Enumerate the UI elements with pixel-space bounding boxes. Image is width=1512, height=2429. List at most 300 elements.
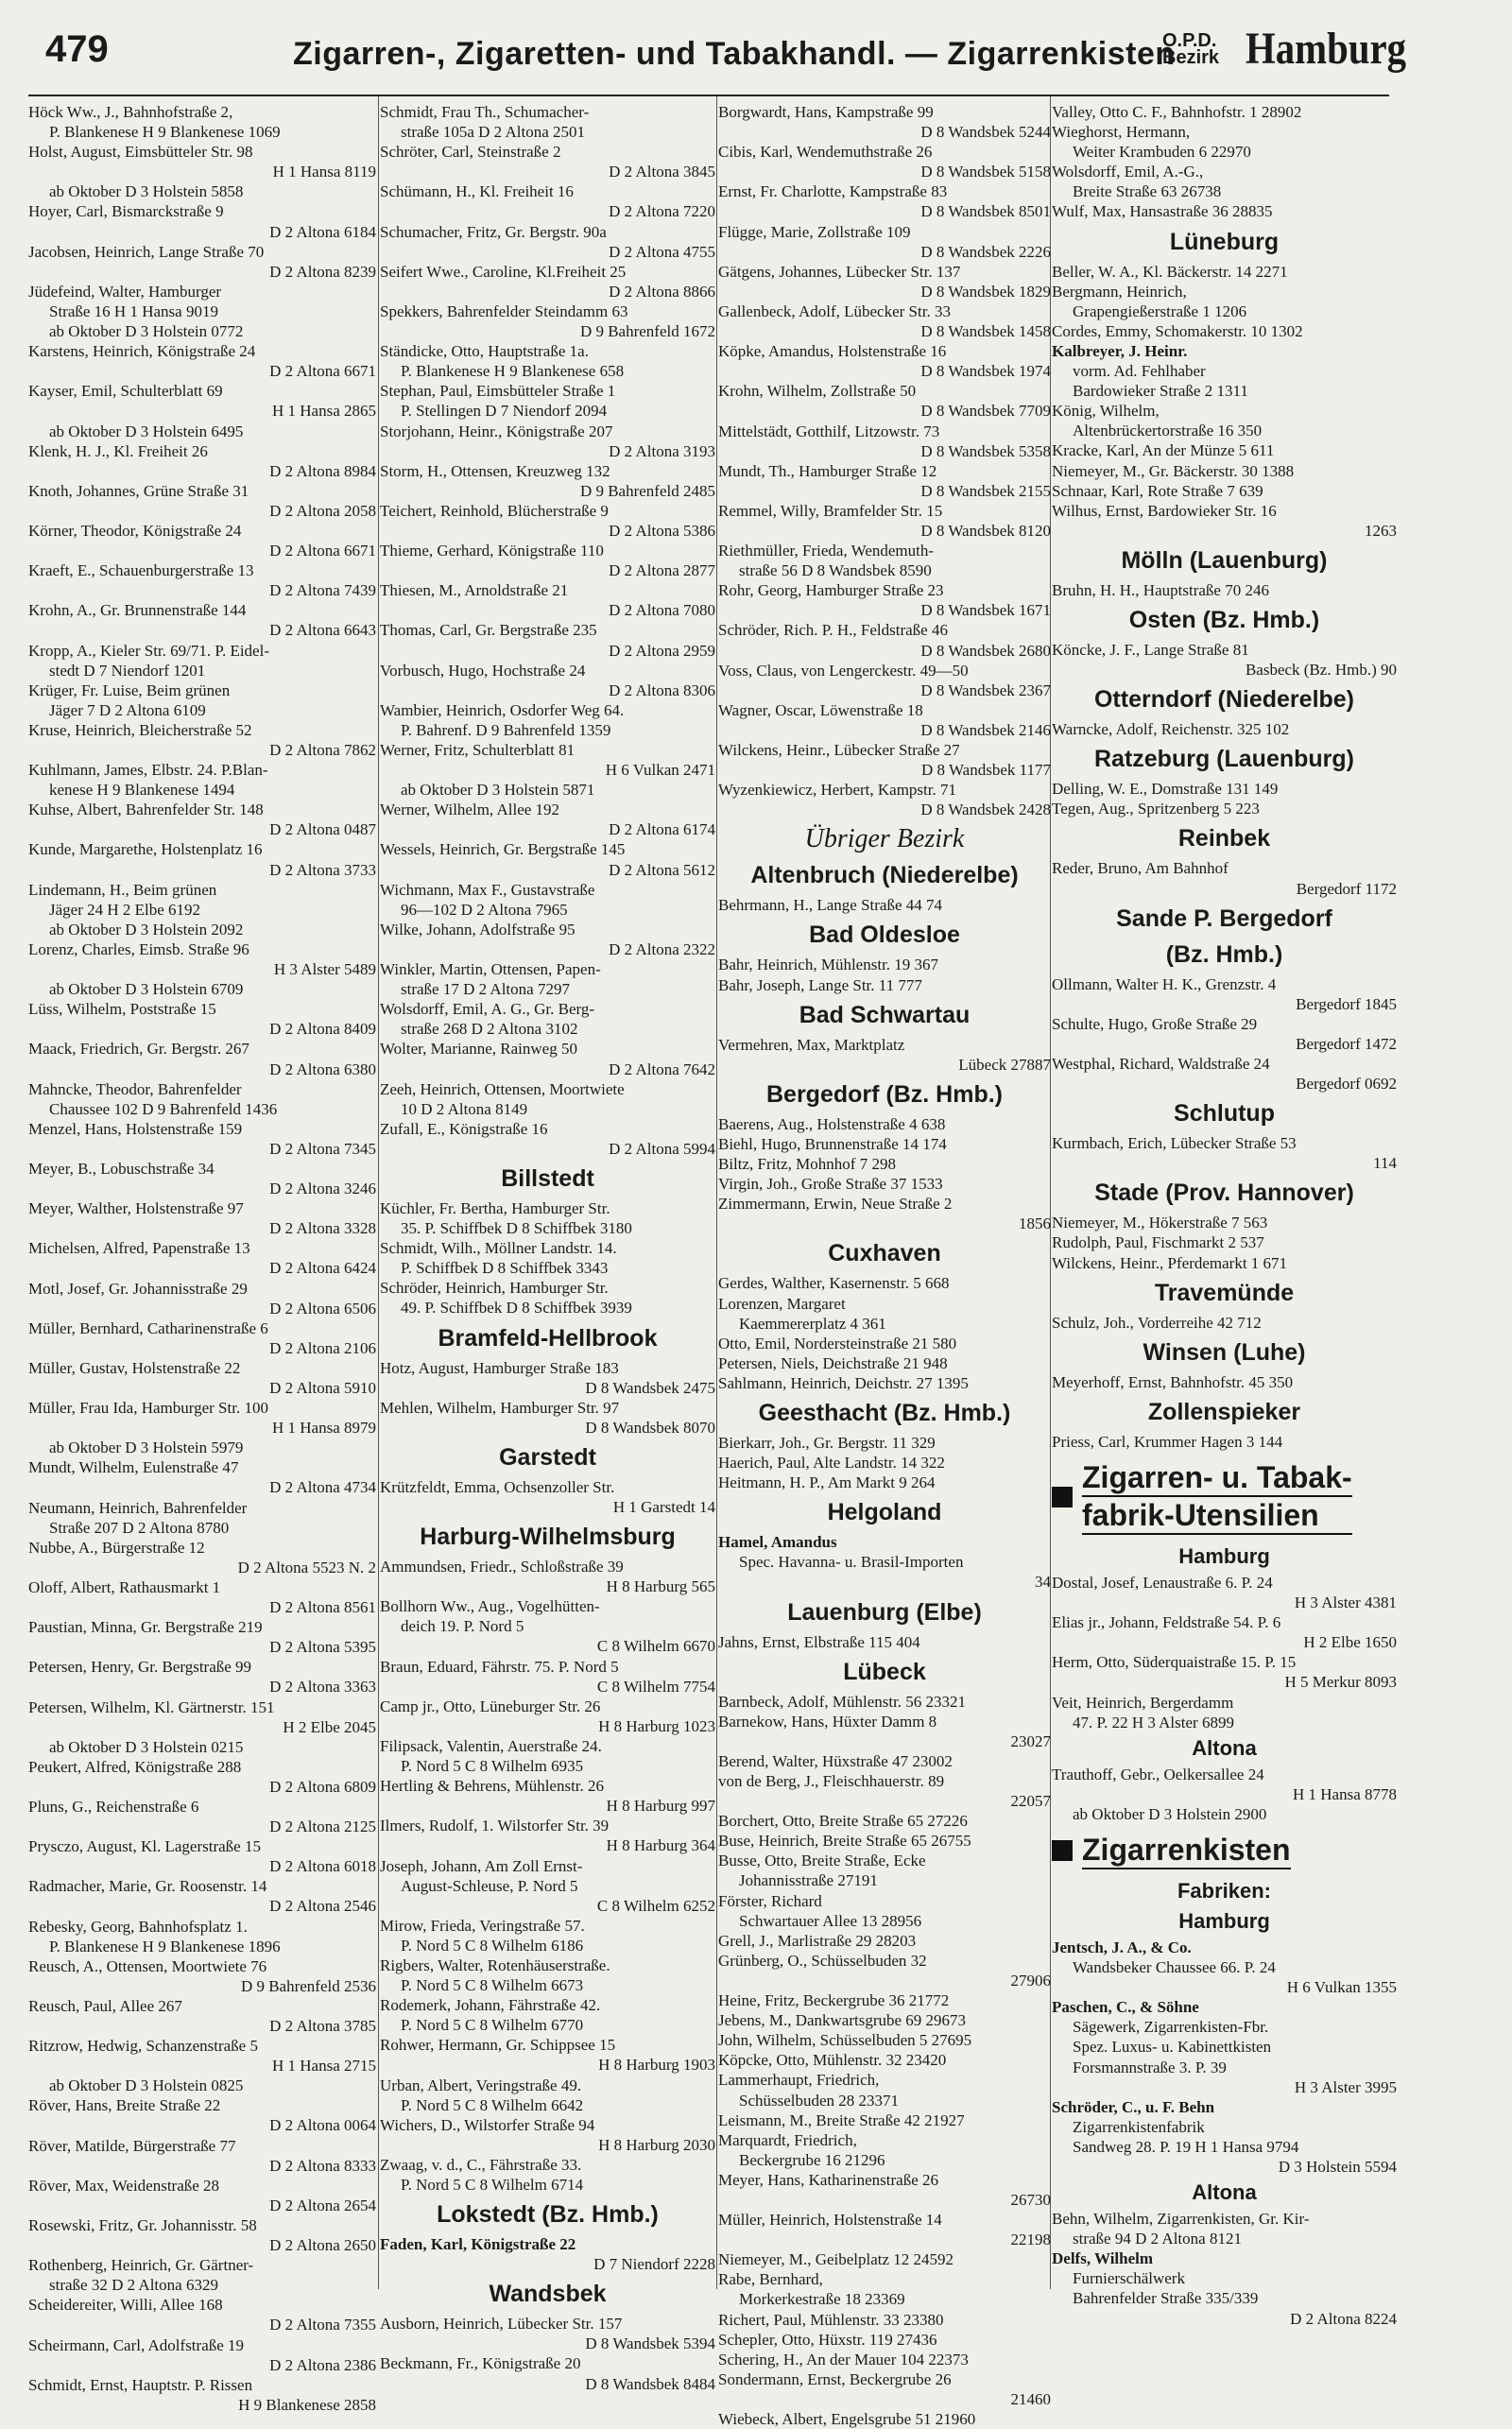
phone-number: D 8 Wandsbek 2226 xyxy=(920,242,1051,261)
phone-number: C 8 Wilhelm 7754 xyxy=(596,1677,715,1696)
directory-entry: Prysczo, August, Kl. Lagerstraße 15 xyxy=(28,1837,261,1856)
phone-number: D 8 Wandsbek 8070 xyxy=(585,1418,715,1437)
phone-number: D 2 Altona 6809 xyxy=(269,1777,376,1796)
square-bullet-icon xyxy=(1052,1487,1073,1507)
directory-entry: Wilke, Johann, Adolfstraße 95 xyxy=(380,920,576,939)
phone-number: D 8 Wandsbek 2146 xyxy=(920,720,1051,739)
phone-number: 114 xyxy=(1373,1154,1397,1173)
section-heading: Übriger Bezirk xyxy=(804,824,965,854)
column-3 xyxy=(718,102,1051,2429)
phone-number: H 5 Merkur 8093 xyxy=(1284,1673,1397,1692)
directory-entry: Trauthoff, Gebr., Oelkersallee 24 xyxy=(1052,1765,1264,1783)
directory-entry: Zeeh, Heinrich, Ottensen, Moortwiete xyxy=(380,1079,625,1098)
directory-entry: Schmidt, Ernst, Hauptstr. P. Rissen xyxy=(28,2375,253,2394)
directory-entry: Grünberg, O., Schüsselbuden 32 xyxy=(718,1951,927,1970)
directory-entry: Schulte, Hugo, Große Straße 29 xyxy=(1052,1014,1258,1033)
directory-entry: Schering, H., An der Mauer 104 22373 xyxy=(718,2350,969,2369)
directory-entry: Rigbers, Walter, Rotenhäuserstraße. xyxy=(380,1955,610,1974)
directory-entry: Jahns, Ernst, Elbstraße 115 404 xyxy=(718,1632,920,1651)
directory-entry: Schümann, H., Kl. Freiheit 16 xyxy=(380,182,574,201)
directory-entry: Jäger 7 D 2 Altona 6109 xyxy=(49,700,206,719)
directory-entry: Spekkers, Bahrenfelder Steindamm 63 xyxy=(380,301,628,320)
directory-entry: Krohn, Wilhelm, Zollstraße 50 xyxy=(718,382,917,401)
phone-number: D 2 Altona 8866 xyxy=(609,282,715,301)
section-heading: (Bz. Hmb.) xyxy=(1165,940,1283,968)
directory-entry: Wilckens, Heinr., Lübecker Straße 27 xyxy=(718,741,960,759)
directory-entry: Cibis, Karl, Wendemuthstraße 26 xyxy=(718,143,933,162)
section-heading: Garstedt xyxy=(499,1443,596,1471)
directory-entry: Schüsselbuden 28 23371 xyxy=(739,2091,900,2110)
directory-entry: Morkerkestraße 18 23369 xyxy=(739,2290,905,2309)
phone-number: D 2 Altona 7355 xyxy=(269,2316,376,2334)
directory-entry: Höck Ww., J., Bahnhofstraße 2, xyxy=(28,103,233,121)
directory-entry: Wulf, Max, Hansastraße 36 28835 xyxy=(1052,202,1273,221)
directory-entry: P. Blankenese H 9 Blankenese 1896 xyxy=(49,1937,281,1955)
phone-number: D 2 Altona 4755 xyxy=(609,242,715,261)
directory-entry: Jüdefeind, Walter, Hamburger xyxy=(28,282,222,301)
page-header xyxy=(0,0,1512,95)
directory-entry: Wichmann, Max F., Gustavstraße xyxy=(380,880,595,899)
phone-number: H 1 Hansa 8778 xyxy=(1292,1784,1397,1803)
directory-entry: Schmidt, Wilh., Möllner Landstr. 14. xyxy=(380,1239,617,1258)
phone-number: D 2 Altona 6380 xyxy=(269,1059,376,1078)
directory-entry: Altenbrückertorstraße 16 350 xyxy=(1073,422,1263,440)
directory-entry: Reusch, A., Ottensen, Moortwiete 76 xyxy=(28,1956,267,1975)
section-heading: Schlutup xyxy=(1174,1100,1275,1128)
directory-entry: Schulz, Joh., Vorderreihe 42 712 xyxy=(1052,1313,1262,1332)
phone-number: D 2 Altona 4734 xyxy=(269,1478,376,1497)
directory-entry: Barnekow, Hans, Hüxter Damm 8 xyxy=(718,1712,937,1731)
directory-entry: Wieghorst, Hermann, xyxy=(1052,123,1191,142)
directory-entry: Rothenberg, Heinrich, Gr. Gärtner- xyxy=(28,2256,254,2275)
directory-entry: Zufall, E., Königstraße 16 xyxy=(380,1119,548,1138)
phone-number: H 3 Alster 3995 xyxy=(1294,2077,1397,2096)
sub-heading: Altona xyxy=(1192,1735,1257,1760)
phone-number: D 2 Altona 2322 xyxy=(609,939,715,958)
directory-entry: Schepler, Otto, Hüxstr. 119 27436 xyxy=(718,2330,937,2349)
phone-number: Basbeck (Bz. Hmb.) 90 xyxy=(1245,661,1397,680)
directory-entry: Niemeyer, M., Geibelplatz 12 24592 xyxy=(718,2250,954,2269)
phone-number: H 3 Alster 4381 xyxy=(1294,1593,1397,1612)
directory-entry: Wambier, Heinrich, Osdorfer Weg 64. xyxy=(380,700,625,719)
phone-number: D 2 Altona 2386 xyxy=(269,2355,376,2374)
directory-entry: Hotz, August, Hamburger Straße 183 xyxy=(380,1358,619,1377)
phone-number: 34 xyxy=(1035,1573,1051,1592)
column-2 xyxy=(380,102,715,2394)
directory-entry: Camp jr., Otto, Lüneburger Str. 26 xyxy=(380,1697,601,1715)
phone-number: D 2 Altona 7220 xyxy=(609,202,715,221)
column-1 xyxy=(28,102,376,2415)
directory-entry: Wichers, D., Wilstorfer Straße 94 xyxy=(380,2115,595,2134)
phone-number: C 8 Wilhelm 6670 xyxy=(596,1637,715,1656)
phone-number: D 9 Bahrenfeld 1672 xyxy=(579,322,715,341)
directory-entry: straße 17 D 2 Altona 7297 xyxy=(401,980,570,999)
phone-number: 1856 xyxy=(1019,1214,1051,1233)
directory-entry: Filipsack, Valentin, Auerstraße 24. xyxy=(380,1736,602,1755)
phone-number: D 2 Altona 2106 xyxy=(269,1338,376,1357)
phone-number: D 2 Altona 6671 xyxy=(269,362,376,381)
phone-number: H 2 Elbe 1650 xyxy=(1303,1633,1397,1652)
directory-entry: Kraeft, E., Schauenburgerstraße 13 xyxy=(28,561,254,580)
phone-number: D 2 Altona 5612 xyxy=(609,860,715,879)
directory-entry: Spez. Luxus- u. Kabinettkisten xyxy=(1073,2038,1272,2057)
phone-number: D 2 Altona 2546 xyxy=(269,1897,376,1916)
section-heading: Mölln (Lauenburg) xyxy=(1121,546,1328,574)
phone-number: 22057 xyxy=(1010,1792,1051,1811)
page-number: 479 xyxy=(45,28,109,70)
directory-entry: P. Nord 5 C 8 Wilhelm 6714 xyxy=(401,2176,584,2194)
directory-entry: Baerens, Aug., Holstenstraße 4 638 xyxy=(718,1114,946,1133)
directory-entry: Behn, Wilhelm, Zigarrenkisten, Gr. Kir- xyxy=(1052,2210,1310,2229)
section-heading: Lüneburg xyxy=(1169,228,1280,255)
directory-entry: Schnaar, Karl, Rote Straße 7 639 xyxy=(1052,481,1263,500)
phone-number: D 2 Altona 6643 xyxy=(269,621,376,640)
phone-number: D 8 Wandsbek 8120 xyxy=(920,521,1051,540)
phone-number: H 8 Harburg 565 xyxy=(606,1577,715,1596)
directory-entry: ab Oktober D 3 Holstein 0772 xyxy=(49,322,244,341)
phone-number: D 2 Altona 6018 xyxy=(269,1857,376,1876)
phone-number: H 2 Elbe 2045 xyxy=(283,1717,376,1736)
opd-line2: Bezirk xyxy=(1162,47,1220,68)
directory-entry: Voss, Claus, von Lengerckestr. 49—50 xyxy=(718,661,969,680)
directory-entry: P. Blankenese H 9 Blankenese 658 xyxy=(401,362,625,381)
directory-entry: Hertling & Behrens, Mühlenstr. 26 xyxy=(380,1777,605,1796)
phone-number: D 2 Altona 2125 xyxy=(269,1817,376,1836)
directory-entry: Vorbusch, Hugo, Hochstraße 24 xyxy=(380,661,586,680)
phone-number: D 2 Altona 6174 xyxy=(609,820,715,839)
directory-entry: Mehlen, Wilhelm, Hamburger Str. 97 xyxy=(380,1398,620,1417)
directory-entry: Sandweg 28. P. 19 H 1 Hansa 9794 xyxy=(1073,2137,1299,2156)
sub-heading: Altona xyxy=(1192,2180,1257,2205)
category-heading-line: Zigarrenkisten xyxy=(1082,1832,1291,1869)
directory-entry: Heitmann, H. P., Am Markt 9 264 xyxy=(718,1473,936,1492)
directory-entry: Chaussee 102 D 9 Bahrenfeld 1436 xyxy=(49,1099,278,1118)
section-heading: Lübeck xyxy=(843,1658,926,1685)
directory-entry: Schröter, Carl, Steinstraße 2 xyxy=(380,143,561,162)
directory-entry: Werner, Fritz, Schulterblatt 81 xyxy=(380,741,576,759)
section-heading: Bramfeld-Hellbrook xyxy=(438,1324,658,1352)
phone-number: D 9 Bahrenfeld 2485 xyxy=(579,481,715,500)
section-heading: Altenbruch (Niederelbe) xyxy=(750,862,1019,889)
directory-entry: Bahr, Joseph, Lange Str. 11 777 xyxy=(718,975,922,994)
directory-entry: Westphal, Richard, Waldstraße 24 xyxy=(1052,1055,1270,1073)
directory-entry: Paustian, Minna, Gr. Bergstraße 219 xyxy=(28,1618,263,1637)
directory-entry: Bierkarr, Joh., Gr. Bergstr. 11 329 xyxy=(718,1433,936,1452)
category-heading-text xyxy=(1082,1832,1291,1869)
directory-entry: Scheidereiter, Willi, Allee 168 xyxy=(28,2296,223,2315)
directory-entry: ab Oktober D 3 Holstein 6709 xyxy=(49,980,244,999)
category-heading-line: Zigarren- u. Tabak- xyxy=(1082,1459,1352,1497)
directory-entry: Thiesen, M., Arnoldstraße 21 xyxy=(380,581,569,600)
directory-entry: König, Wilhelm, xyxy=(1052,402,1160,421)
directory-entry: Jebens, M., Dankwartsgrube 69 29673 xyxy=(718,2011,967,2030)
directory-entry: Behrmann, H., Lange Straße 44 74 xyxy=(718,896,942,915)
directory-entry: stedt D 7 Niendorf 1201 xyxy=(49,661,206,680)
directory-entry: John, Wilhelm, Schüsselbuden 5 27695 xyxy=(718,2031,972,2050)
directory-entry: Krützfeldt, Emma, Ochsenzoller Str. xyxy=(380,1477,615,1496)
square-bullet-icon xyxy=(1052,1840,1073,1861)
directory-entry: Maack, Friedrich, Gr. Bergstr. 267 xyxy=(28,1040,249,1059)
directory-entry: Sondermann, Ernst, Beckergrube 26 xyxy=(718,2369,952,2388)
phone-number: 22198 xyxy=(1010,2231,1051,2249)
directory-entry: Meyer, B., Lobuschstraße 34 xyxy=(28,1159,215,1178)
directory-entry: Müller, Frau Ida, Hamburger Str. 100 xyxy=(28,1399,268,1418)
directory-entry: Lorenz, Charles, Eimsb. Straße 96 xyxy=(28,939,249,958)
directory-entry: Bollhorn Ww., Aug., Vogelhütten- xyxy=(380,1597,600,1616)
directory-entry: Ständicke, Otto, Hauptstraße 1a. xyxy=(380,342,589,361)
phone-number: H 9 Blankenese 2858 xyxy=(238,2395,376,2414)
directory-entry: Zimmermann, Erwin, Neue Straße 2 xyxy=(718,1195,953,1214)
directory-entry: Petersen, Niels, Deichstraße 21 948 xyxy=(718,1353,948,1372)
phone-number: H 8 Harburg 364 xyxy=(606,1836,715,1855)
directory-entry: Pluns, G., Reichenstraße 6 xyxy=(28,1797,199,1816)
directory-entry: Johannisstraße 27191 xyxy=(739,1871,878,1890)
directory-entry: Cordes, Emmy, Schomakerstr. 10 1302 xyxy=(1052,321,1303,340)
directory-entry: Veit, Heinrich, Bergerdamm xyxy=(1052,1693,1234,1712)
directory-entry: Forsmannstraße 3. P. 39 xyxy=(1073,2058,1227,2076)
directory-entry: ab Oktober D 3 Holstein 6495 xyxy=(49,422,244,440)
phone-number: H 6 Vulkan 2471 xyxy=(605,761,715,780)
directory-entry: straße 32 D 2 Altona 6329 xyxy=(49,2276,218,2295)
directory-entry: Beckmann, Fr., Königstraße 20 xyxy=(380,2354,581,2373)
directory-entry: Thieme, Gerhard, Königstraße 110 xyxy=(380,542,604,560)
directory-entry: Lorenzen, Margaret xyxy=(718,1294,846,1313)
directory-entry: Bahrenfelder Straße 335/339 xyxy=(1073,2289,1259,2308)
directory-entry: Reder, Bruno, Am Bahnhof xyxy=(1052,859,1228,878)
phone-number: D 2 Altona 3845 xyxy=(609,163,715,181)
phone-number: D 2 Altona 7345 xyxy=(269,1139,376,1158)
directory-entry: von de Berg, J., Fleischhauerstr. 89 xyxy=(718,1772,945,1790)
directory-entry: P. Nord 5 C 8 Wilhelm 6770 xyxy=(401,2016,584,2035)
directory-entry: Holst, August, Eimsbütteler Str. 98 xyxy=(28,143,253,162)
phone-number: D 2 Altona 3733 xyxy=(269,860,376,879)
directory-entry: Rebesky, Georg, Bahnhofsplatz 1. xyxy=(28,1917,248,1936)
directory-entry: Sahlmann, Heinrich, Deichstr. 27 1395 xyxy=(718,1373,969,1392)
directory-entry: Haerich, Paul, Alte Landstr. 14 322 xyxy=(718,1454,945,1473)
directory-entry: Wolsdorff, Emil, A.-G., xyxy=(1052,163,1204,181)
directory-entry: Bardowieker Straße 2 1311 xyxy=(1073,382,1248,401)
directory-entry: Braun, Eduard, Fährstr. 75. P. Nord 5 xyxy=(380,1657,619,1676)
opd-line1: O.P.D. xyxy=(1162,30,1217,51)
directory-entry: ab Oktober D 3 Holstein 2092 xyxy=(49,920,244,939)
phone-number: H 6 Vulkan 1355 xyxy=(1286,1978,1397,1997)
phone-number: D 8 Wandsbek 2475 xyxy=(585,1378,715,1397)
phone-number: D 2 Altona 8984 xyxy=(269,461,376,480)
column-divider xyxy=(716,96,717,2289)
phone-number: H 1 Hansa 2715 xyxy=(271,2057,376,2076)
directory-entry: Seifert Wwe., Caroline, Kl.Freiheit 25 xyxy=(380,262,627,281)
directory-entry: Straße 207 D 2 Altona 8780 xyxy=(49,1518,230,1537)
directory-entry: Kalbreyer, J. Heinr. xyxy=(1052,341,1188,360)
directory-entry: Priess, Carl, Krummer Hagen 3 144 xyxy=(1052,1432,1283,1451)
section-heading: Osten (Bz. Hmb.) xyxy=(1128,606,1320,633)
directory-entry: Busse, Otto, Breite Straße, Ecke xyxy=(718,1852,926,1870)
phone-number: D 2 Altona 3363 xyxy=(269,1678,376,1697)
section-heading: Reinbek xyxy=(1177,825,1271,853)
phone-number: D 2 Altona 2058 xyxy=(269,501,376,520)
directory-entry: Ernst, Fr. Charlotte, Kampstraße 83 xyxy=(718,182,948,201)
directory-entry: P. Nord 5 C 8 Wilhelm 6186 xyxy=(401,1936,584,1955)
phone-number: D 2 Altona 3246 xyxy=(269,1180,376,1198)
phone-number: H 8 Harburg 1023 xyxy=(598,1716,715,1735)
directory-entry: Weiter Krambuden 6 22970 xyxy=(1073,143,1251,162)
sub-heading: Hamburg xyxy=(1178,1908,1270,1933)
directory-entry: Hamel, Amandus xyxy=(718,1533,837,1552)
phone-number: D 8 Wandsbek 5158 xyxy=(920,163,1051,181)
directory-entry: Kuhlmann, James, Elbstr. 24. P.Blan- xyxy=(28,761,268,780)
directory-entry: Meyer, Walther, Holstenstraße 97 xyxy=(28,1199,244,1218)
phone-number: H 8 Harburg 997 xyxy=(606,1797,715,1816)
directory-entry: Werner, Wilhelm, Allee 192 xyxy=(380,801,560,819)
phone-number: D 2 Altona 7642 xyxy=(609,1059,715,1078)
directory-entry: Kunde, Margarethe, Holstenplatz 16 xyxy=(28,840,263,859)
phone-number: 1263 xyxy=(1365,521,1397,540)
directory-entry: Krohn, A., Gr. Brunnenstraße 144 xyxy=(28,601,247,620)
directory-entry: Spec. Havanna- u. Brasil-Importen xyxy=(739,1553,964,1572)
phone-number: D 7 Niendorf 2228 xyxy=(593,2255,715,2274)
phone-number: D 2 Altona 5523 N. 2 xyxy=(237,1558,376,1576)
category-heading-text xyxy=(1082,1459,1352,1535)
section-heading: Harburg-Wilhelmsburg xyxy=(420,1524,676,1551)
directory-entry: Röver, Max, Weidenstraße 28 xyxy=(28,2176,220,2195)
directory-entry: Rodemerk, Johann, Fährstraße 42. xyxy=(380,1996,601,2015)
directory-entry: 35. P. Schiffbek D 8 Schiffbek 3180 xyxy=(401,1219,632,1238)
directory-entry: Grapengießerstraße 1 1206 xyxy=(1073,301,1247,320)
section-heading: Zollenspieker xyxy=(1147,1398,1301,1425)
directory-entry: Müller, Heinrich, Holstenstraße 14 xyxy=(718,2211,942,2230)
directory-entry: Ammundsen, Friedr., Schloßstraße 39 xyxy=(380,1558,624,1576)
directory-entry: Köpke, Amandus, Holstenstraße 16 xyxy=(718,342,947,361)
phone-number: 23027 xyxy=(1010,1731,1051,1750)
directory-entry: vorm. Ad. Fehlhaber xyxy=(1073,362,1206,381)
directory-entry: P. Blankenese H 9 Blankenese 1069 xyxy=(49,123,281,142)
header-rule xyxy=(28,95,1389,96)
section-heading: Stade (Prov. Hannover) xyxy=(1094,1180,1354,1207)
phone-number: H 1 Hansa 8119 xyxy=(272,163,376,181)
directory-entry: Straße 16 H 1 Hansa 9019 xyxy=(49,301,218,320)
section-heading: Sande P. Bergedorf xyxy=(1116,904,1332,932)
directory-entry: Petersen, Wilhelm, Kl. Gärtnerstr. 151 xyxy=(28,1697,275,1716)
phone-number: H 8 Harburg 2030 xyxy=(598,2135,715,2154)
directory-entry: Zigarrenkistenfabrik xyxy=(1073,2117,1205,2136)
directory-entry: Faden, Karl, Königstraße 22 xyxy=(380,2235,576,2254)
directory-entry: P. Nord 5 C 8 Wilhelm 6935 xyxy=(401,1757,584,1776)
directory-entry: Berend, Walter, Hüxstraße 47 23002 xyxy=(718,1751,953,1770)
phone-number: D 8 Wandsbek 1974 xyxy=(920,362,1051,381)
phone-number: D 2 Altona 3193 xyxy=(609,441,715,460)
directory-entry: Grell, J., Marlistraße 29 28203 xyxy=(718,1931,917,1950)
directory-entry: Radmacher, Marie, Gr. Roosenstr. 14 xyxy=(28,1877,267,1896)
directory-entry: ab Oktober D 3 Holstein 5979 xyxy=(49,1438,244,1457)
directory-entry: Klenk, H. J., Kl. Freiheit 26 xyxy=(28,441,208,460)
phone-number: D 8 Wandsbek 5394 xyxy=(585,2334,715,2353)
directory-entry: Küchler, Fr. Bertha, Hamburger Str. xyxy=(380,1198,610,1217)
directory-entry: Valley, Otto C. F., Bahnhofstr. 1 28902 xyxy=(1052,103,1302,121)
section-heading: Ratzeburg (Lauenburg) xyxy=(1094,746,1354,773)
directory-entry: August-Schleuse, P. Nord 5 xyxy=(401,1876,578,1895)
directory-entry: Kracke, Karl, An der Münze 5 611 xyxy=(1052,441,1275,460)
directory-entry: Storjohann, Heinr., Königstraße 207 xyxy=(380,422,613,440)
directory-entry: Wolter, Marianne, Rainweg 50 xyxy=(380,1040,577,1059)
directory-entry: Niemeyer, M., Hökerstraße 7 563 xyxy=(1052,1214,1268,1232)
phone-number: D 2 Altona 6506 xyxy=(269,1299,376,1318)
directory-entry: Nubbe, A., Bürgerstraße 12 xyxy=(28,1538,205,1557)
directory-entry: Leismann, M., Breite Straße 42 21927 xyxy=(718,2110,965,2129)
directory-entry: Storm, H., Ottensen, Kreuzweg 132 xyxy=(380,461,610,480)
directory-entry: Delling, W. E., Domstraße 131 149 xyxy=(1052,780,1279,799)
directory-entry: Meyer, Hans, Katharinenstraße 26 xyxy=(718,2170,938,2189)
directory-entry: Joseph, Johann, Am Zoll Ernst- xyxy=(380,1856,583,1875)
directory-entry: Michelsen, Alfred, Papenstraße 13 xyxy=(28,1239,250,1258)
phone-number: D 8 Wandsbek 1177 xyxy=(921,761,1051,780)
directory-entry: Mittelstädt, Gotthilf, Litzowstr. 73 xyxy=(718,422,940,440)
phone-number: H 1 Garstedt 14 xyxy=(612,1498,715,1516)
directory-entry: Bergmann, Heinrich, xyxy=(1052,282,1187,301)
directory-entry: Mundt, Th., Hamburger Straße 12 xyxy=(718,461,937,480)
directory-entry: Borchert, Otto, Breite Straße 65 27226 xyxy=(718,1812,968,1831)
directory-entry: Müller, Gustav, Holstenstraße 22 xyxy=(28,1358,241,1377)
directory-entry: Peukert, Alfred, Königstraße 288 xyxy=(28,1757,242,1776)
directory-entry: Biltz, Fritz, Mohnhof 7 298 xyxy=(718,1155,896,1174)
section-heading: Bergedorf (Bz. Hmb.) xyxy=(766,1080,1003,1108)
directory-entry: Paschen, C., & Söhne xyxy=(1052,1998,1199,2017)
column-4 xyxy=(1052,102,1397,2329)
directory-entry: Köncke, J. F., Lange Straße 81 xyxy=(1052,640,1249,659)
directory-entry: Reusch, Paul, Allee 267 xyxy=(28,1996,182,2015)
directory-entry: straße 105a D 2 Altona 2501 xyxy=(401,123,585,142)
column-divider xyxy=(378,96,379,2289)
directory-entry: Rudolph, Paul, Fischmarkt 2 537 xyxy=(1052,1233,1264,1252)
directory-entry: Virgin, Joh., Große Straße 37 1533 xyxy=(718,1175,943,1194)
directory-entry: Kropp, A., Kieler Str. 69/71. P. Eidel- xyxy=(28,641,269,660)
directory-entry: Mirow, Frieda, Veringstraße 57. xyxy=(380,1916,585,1935)
directory-entry: Remmel, Willy, Bramfelder Str. 15 xyxy=(718,501,943,520)
directory-entry: Schmidt, Frau Th., Schumacher- xyxy=(380,103,590,121)
directory-entry: Sägewerk, Zigarrenkisten-Fbr. xyxy=(1073,2018,1269,2037)
opd-label xyxy=(1162,32,1219,66)
directory-entry: ab Oktober D 3 Holstein 0215 xyxy=(49,1737,244,1756)
phone-number: D 2 Altona 7439 xyxy=(269,581,376,600)
section-heading: Otterndorf (Niederelbe) xyxy=(1093,686,1355,714)
phone-number: C 8 Wilhelm 6252 xyxy=(596,1896,715,1915)
directory-entry: Biehl, Hugo, Brunnenstraße 14 174 xyxy=(718,1134,947,1153)
directory-entry: Flügge, Marie, Zollstraße 109 xyxy=(718,222,911,241)
page-title: Zigarren-, Zigaretten- und Tabakhandl. — Zigarrenkisten xyxy=(293,36,1176,72)
directory-entry: Ausborn, Heinrich, Lübecker Str. 157 xyxy=(380,2315,623,2334)
sub-heading: Fabriken: xyxy=(1177,1878,1272,1903)
directory-entry: Lüss, Wilhelm, Poststraße 15 xyxy=(28,1000,216,1019)
directory-entry: Barnbeck, Adolf, Mühlenstr. 56 23321 xyxy=(718,1692,967,1711)
directory-entry: Dostal, Josef, Lenaustraße 6. P. 24 xyxy=(1052,1573,1273,1592)
section-heading: Bad Schwartau xyxy=(799,1001,971,1028)
directory-entry: Petersen, Henry, Gr. Bergstraße 99 xyxy=(28,1658,252,1677)
directory-entry: Rohr, Georg, Hamburger Straße 23 xyxy=(718,581,944,600)
directory-entry: Borgwardt, Hans, Kampstraße 99 xyxy=(718,103,934,121)
phone-number: D 2 Altona 2650 xyxy=(269,2236,376,2255)
directory-entry: Rosewski, Fritz, Gr. Johannisstr. 58 xyxy=(28,2215,257,2234)
phone-number: D 8 Wandsbek 2680 xyxy=(920,641,1051,660)
directory-entry: Gallenbeck, Adolf, Lübecker Str. 33 xyxy=(718,301,951,320)
directory-entry: Meyerhoff, Ernst, Bahnhofstr. 45 350 xyxy=(1052,1372,1294,1391)
directory-entry: P. Nord 5 C 8 Wilhelm 6642 xyxy=(401,2095,584,2114)
directory-entry: Schröder, C., u. F. Behn xyxy=(1052,2097,1215,2116)
directory-entry: Richert, Paul, Mühlenstr. 33 23380 xyxy=(718,2310,944,2329)
section-heading: Billstedt xyxy=(501,1164,594,1192)
directory-entry: Wiebeck, Albert, Engelsgrube 51 21960 xyxy=(718,2410,976,2428)
directory-entry: Bruhn, H. H., Hauptstraße 70 246 xyxy=(1052,580,1269,599)
directory-entry: Menzel, Hans, Holstenstraße 159 xyxy=(28,1119,243,1138)
phone-number: Bergedorf 1172 xyxy=(1296,879,1397,898)
